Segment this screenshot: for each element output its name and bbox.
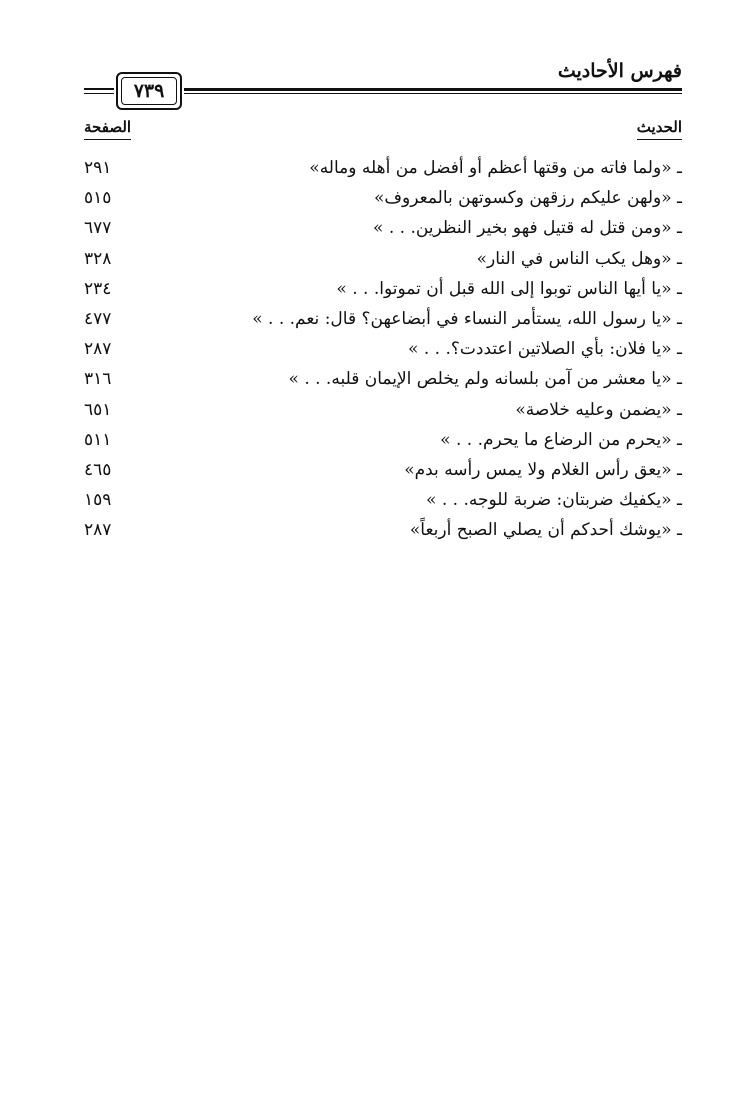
column-header-page: الصفحة — [84, 118, 131, 140]
entry-page-number: ٢٣٤ — [84, 278, 112, 299]
entry-text: ـ «يضمن وعليه خلاصة» — [515, 399, 682, 420]
entry-text: ـ «يوشك أحدكم أن يصلي الصبح أربعاً» — [409, 520, 682, 541]
index-entry — [84, 518, 682, 548]
index-entry — [84, 186, 682, 216]
index-entry — [84, 367, 682, 397]
page-number: ٧٣٩ — [133, 80, 165, 102]
entry-page-number: ٥١١ — [84, 429, 112, 450]
index-entry — [84, 247, 682, 277]
entry-text: ـ «يا معشر من آمن بلسانه ولم يخلص الإيمان قلبه. . . » — [288, 369, 682, 390]
entry-text: ـ «يعق رأس الغلام ولا يمس رأسه بدم» — [404, 459, 682, 480]
entry-page-number: ٤٦٥ — [84, 459, 112, 480]
index-entry — [84, 156, 682, 186]
column-header-hadith: الحديث — [637, 118, 682, 140]
header-rule-thin — [184, 93, 682, 94]
entry-text: ـ «وهل يكب الناس في النار» — [476, 248, 682, 269]
entry-page-number: ٦٥١ — [84, 399, 112, 420]
index-entry — [84, 337, 682, 367]
index-entry — [84, 216, 682, 246]
entry-text: ـ «يا رسول الله، يستأمر النساء في أبضاعهن؟ قال: نعم. . . » — [252, 308, 682, 329]
index-entry — [84, 428, 682, 458]
hadith-index-list — [84, 156, 682, 548]
entry-text: ـ «ومن قتل له قتيل فهو بخير النظرين. . . » — [373, 218, 682, 239]
header-rule-left-thick — [84, 88, 114, 90]
index-entry — [84, 488, 682, 518]
page-number-frame — [116, 72, 182, 110]
index-entry — [84, 458, 682, 488]
entry-text: ـ «يا أيها الناس توبوا إلى الله قبل أن تموتوا. . . » — [336, 278, 682, 299]
index-entry — [84, 398, 682, 428]
header-rule-left-thin — [84, 93, 114, 94]
header-rule-thick — [184, 88, 682, 91]
entry-text: ـ «يا فلان: بأي الصلاتين اعتددت؟. . . » — [408, 339, 682, 360]
page-title: فهرس الأحاديث — [557, 60, 682, 82]
entry-text: ـ «ولهن عليكم رزقهن وكسوتهن بالمعروف» — [374, 188, 682, 209]
entry-text: ـ «يحرم من الرضاع ما يحرم. . . » — [440, 429, 682, 450]
entry-text: ـ «ولما فاته من وقتها أعظم أو أفضل من أهله وماله» — [309, 158, 682, 178]
entry-page-number: ٥١٥ — [84, 188, 112, 209]
entry-page-number: ١٥٩ — [84, 490, 112, 511]
index-entry — [84, 277, 682, 307]
index-entry — [84, 307, 682, 337]
entry-page-number: ٢٩١ — [84, 158, 112, 178]
entry-page-number: ٦٧٧ — [84, 218, 112, 239]
entry-page-number: ٤٧٧ — [84, 308, 112, 329]
entry-page-number: ٣٢٨ — [84, 248, 112, 269]
entry-page-number: ٢٨٧ — [84, 520, 112, 541]
entry-page-number: ٢٨٧ — [84, 339, 112, 360]
entry-page-number: ٣١٦ — [84, 369, 112, 390]
page-header — [84, 60, 682, 110]
entry-text: ـ «يكفيك ضربتان: ضربة للوجه. . . » — [426, 490, 682, 511]
